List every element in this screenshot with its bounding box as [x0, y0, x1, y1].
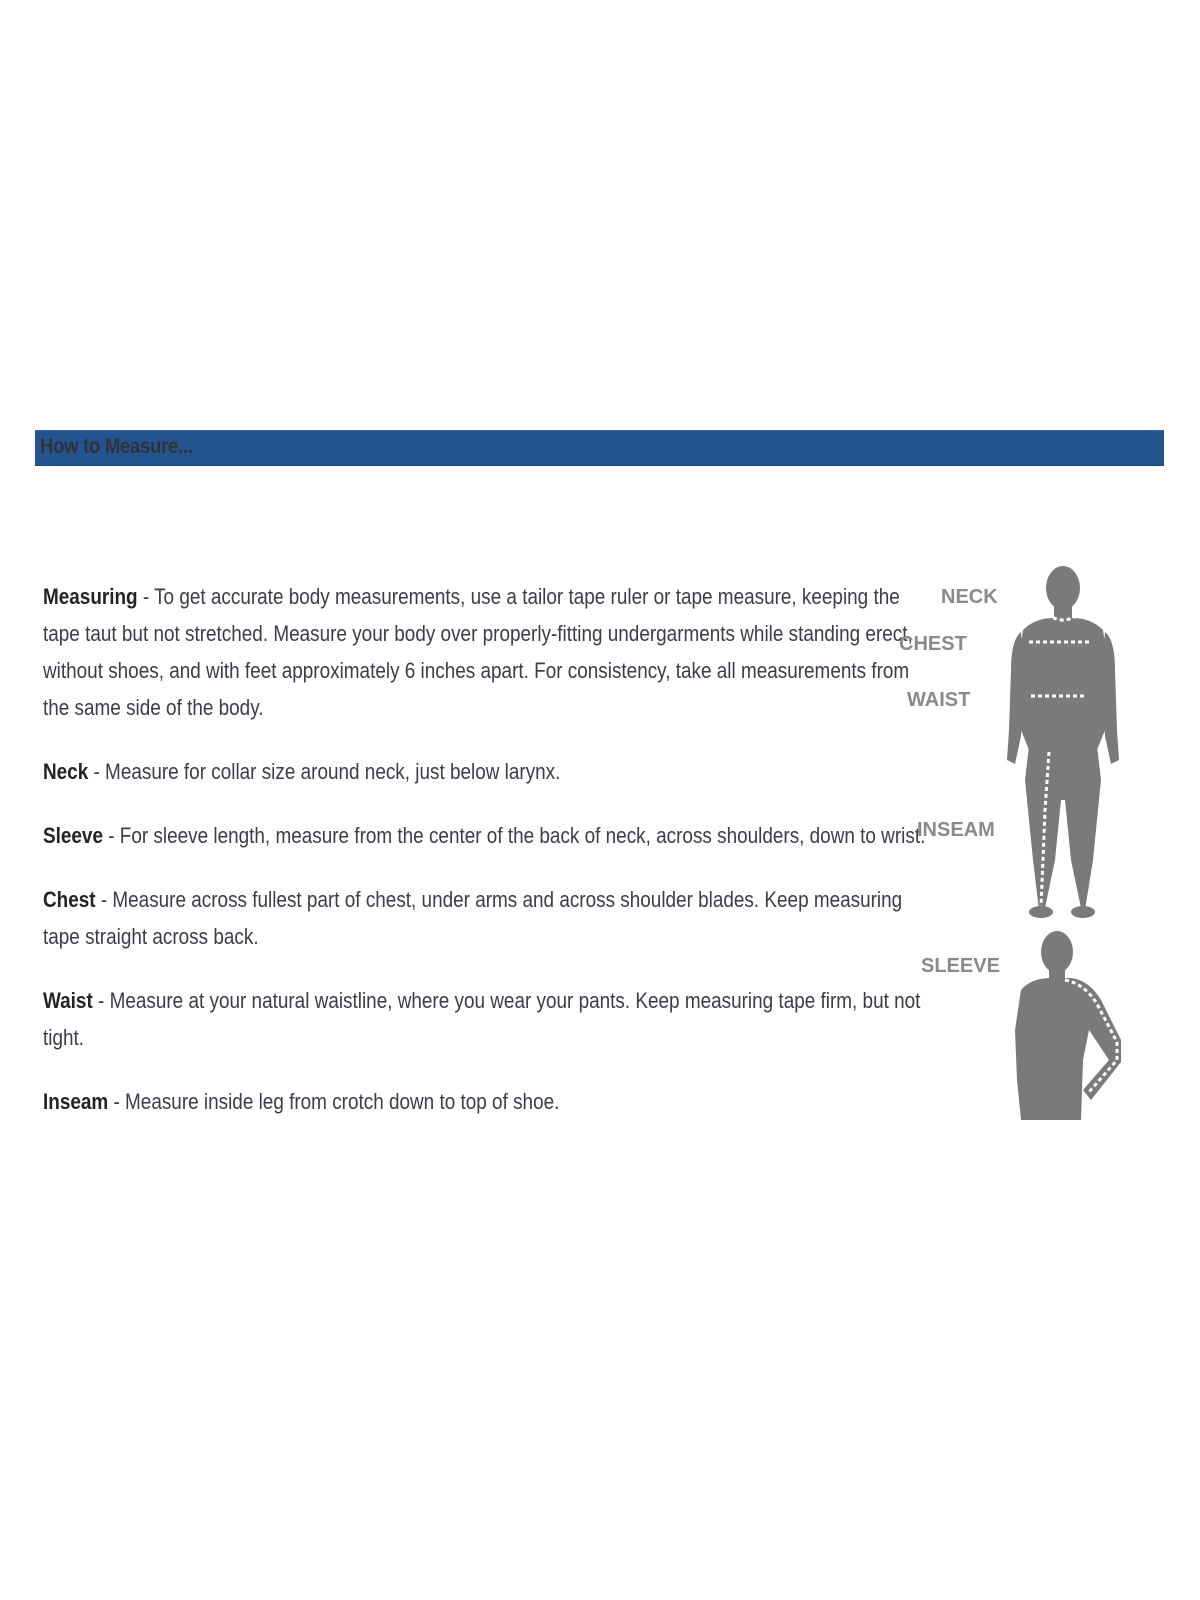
measurement-diagram: [899, 560, 1165, 1160]
text-sleeve: For sleeve length, measure from the center of the back of neck, across shoulders, down to wrist.: [119, 823, 926, 848]
separator: -: [102, 823, 120, 848]
separator: -: [108, 1089, 126, 1114]
label-neck: NECK: [941, 586, 998, 608]
separator: -: [88, 759, 106, 784]
section-inseam: [43, 1083, 937, 1120]
label-waist: WAIST: [907, 689, 971, 711]
separator: -: [137, 584, 155, 609]
label-chest: CHEST: [899, 633, 967, 655]
term-sleeve: Sleeve: [43, 823, 103, 848]
measurement-instructions: [43, 578, 933, 1147]
section-neck: [43, 753, 937, 790]
text-waist: Measure at your natural waistline, where you wear your pants. Keep measuring tape firm, but not tight.: [43, 988, 921, 1050]
section-chest: [43, 881, 937, 955]
text-neck: Measure for collar size around neck, just below larynx.: [105, 759, 561, 784]
text-inseam: Measure inside leg from crotch down to top of shoe.: [125, 1089, 560, 1114]
text-chest: Measure across fullest part of chest, under arms and across shoulder blades. Keep measuring tape straight across back.: [43, 887, 903, 949]
term-neck: Neck: [43, 759, 89, 784]
term-inseam: Inseam: [43, 1089, 109, 1114]
label-inseam: INSEAM: [917, 819, 995, 841]
term-chest: Chest: [43, 887, 96, 912]
section-measuring: [43, 578, 937, 726]
separator: -: [92, 988, 110, 1013]
how-to-measure-header: [35, 430, 1164, 466]
separator: -: [95, 887, 113, 912]
section-waist: [43, 982, 937, 1056]
label-sleeve: SLEEVE: [921, 955, 1000, 977]
text-measuring: To get accurate body measurements, use a tailor tape ruler or tape measure, keeping the tape taut but not stretched. Measure your body over properly-fitting undergarments while standing erect, without shoes, and with feet approximately 6 inches apart. For consistency, take all measurements from the same side of the body.: [43, 584, 913, 720]
term-measuring: Measuring: [43, 584, 138, 609]
section-sleeve: [43, 817, 937, 854]
term-waist: Waist: [43, 988, 93, 1013]
header-title: How to Measure...: [40, 435, 193, 458]
